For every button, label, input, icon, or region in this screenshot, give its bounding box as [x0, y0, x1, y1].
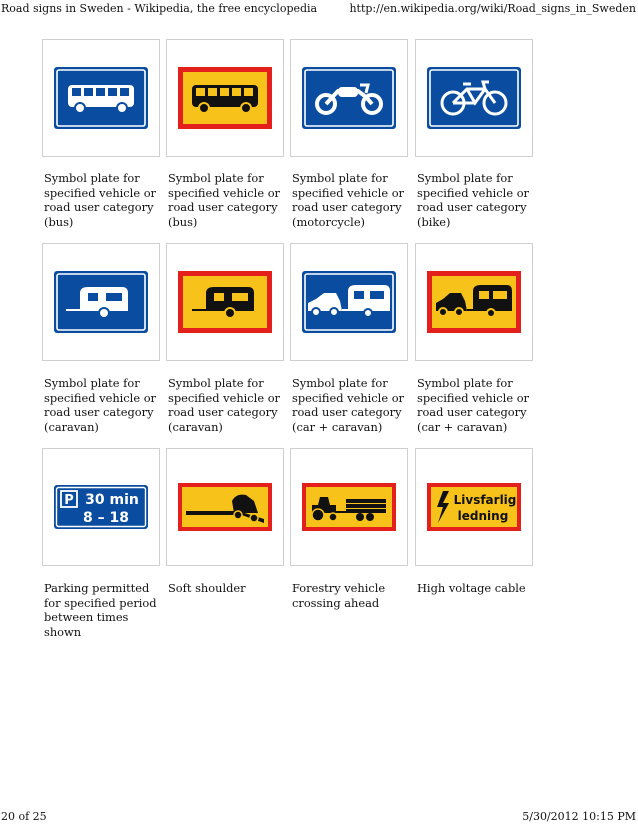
- sign-image-bus-blue[interactable]: [42, 39, 160, 157]
- motorcycle-icon: [302, 67, 396, 129]
- page-number: 20 of 25: [1, 810, 47, 823]
- caravan-yellow-icon: [178, 271, 272, 333]
- page-header-url: http://en.wikipedia.org/wiki/Road_signs_in_Sweden: [349, 2, 636, 15]
- sign-image-car-caravan-blue[interactable]: [290, 243, 408, 361]
- bus-yellow-icon: [178, 67, 272, 129]
- high-voltage-icon: [427, 483, 521, 531]
- sign-image-high-voltage[interactable]: [415, 448, 533, 566]
- sign-caption: Symbol plate for specified vehicle or road user category (caravan): [168, 376, 280, 434]
- car-caravan-blue-icon: [302, 271, 396, 333]
- parking-hours: 8 – 18: [83, 510, 129, 526]
- sign-image-caravan-blue[interactable]: [42, 243, 160, 361]
- sign-image-soft-shoulder[interactable]: [166, 448, 284, 566]
- page-header-title: Road signs in Sweden - Wikipedia, the free encyclopedia: [1, 2, 318, 15]
- sign-image-caravan-yellow[interactable]: [166, 243, 284, 361]
- sign-caption: Soft shoulder: [168, 581, 246, 595]
- caravan-blue-icon: [54, 271, 148, 333]
- sign-caption: Symbol plate for specified vehicle or road user category (car + caravan): [417, 376, 529, 434]
- sign-caption: Symbol plate for specified vehicle or road user category (bus): [168, 171, 280, 229]
- sign-image-bus-yellow[interactable]: [166, 39, 284, 157]
- sign-image-bicycle[interactable]: [415, 39, 533, 157]
- sign-caption: Symbol plate for specified vehicle or road user category (caravan): [44, 376, 156, 434]
- voltage-text-line1: Livsfarlig: [453, 493, 517, 507]
- sign-image-motorcycle[interactable]: [290, 39, 408, 157]
- sign-caption: Symbol plate for specified vehicle or road user category (bike): [417, 171, 529, 229]
- sign-caption: Symbol plate for specified vehicle or road user category (bus): [44, 171, 156, 229]
- sign-caption: Symbol plate for specified vehicle or road user category (motorcycle): [292, 171, 404, 229]
- parking-letter: P: [64, 493, 74, 508]
- bicycle-icon: [427, 67, 521, 129]
- sign-image-car-caravan-yellow[interactable]: [415, 243, 533, 361]
- bus-blue-icon: [54, 67, 148, 129]
- car-caravan-yellow-icon: [427, 271, 521, 333]
- sign-image-parking-time[interactable]: [42, 448, 160, 566]
- sign-caption: Symbol plate for specified vehicle or road user category (car + caravan): [292, 376, 404, 434]
- sign-caption: Parking permitted for specified period between times shown: [44, 581, 157, 639]
- voltage-text-line2: ledning: [457, 509, 509, 523]
- sign-caption: High voltage cable: [417, 581, 526, 595]
- parking-duration: 30 min: [85, 492, 139, 508]
- parking-time-icon: [54, 485, 148, 529]
- forestry-vehicle-icon: [302, 483, 396, 531]
- print-datetime: 5/30/2012 10:15 PM: [522, 810, 636, 823]
- sign-caption: Forestry vehicle crossing ahead: [292, 581, 386, 610]
- soft-shoulder-icon: [178, 483, 272, 531]
- sign-image-forestry-vehicle[interactable]: [290, 448, 408, 566]
